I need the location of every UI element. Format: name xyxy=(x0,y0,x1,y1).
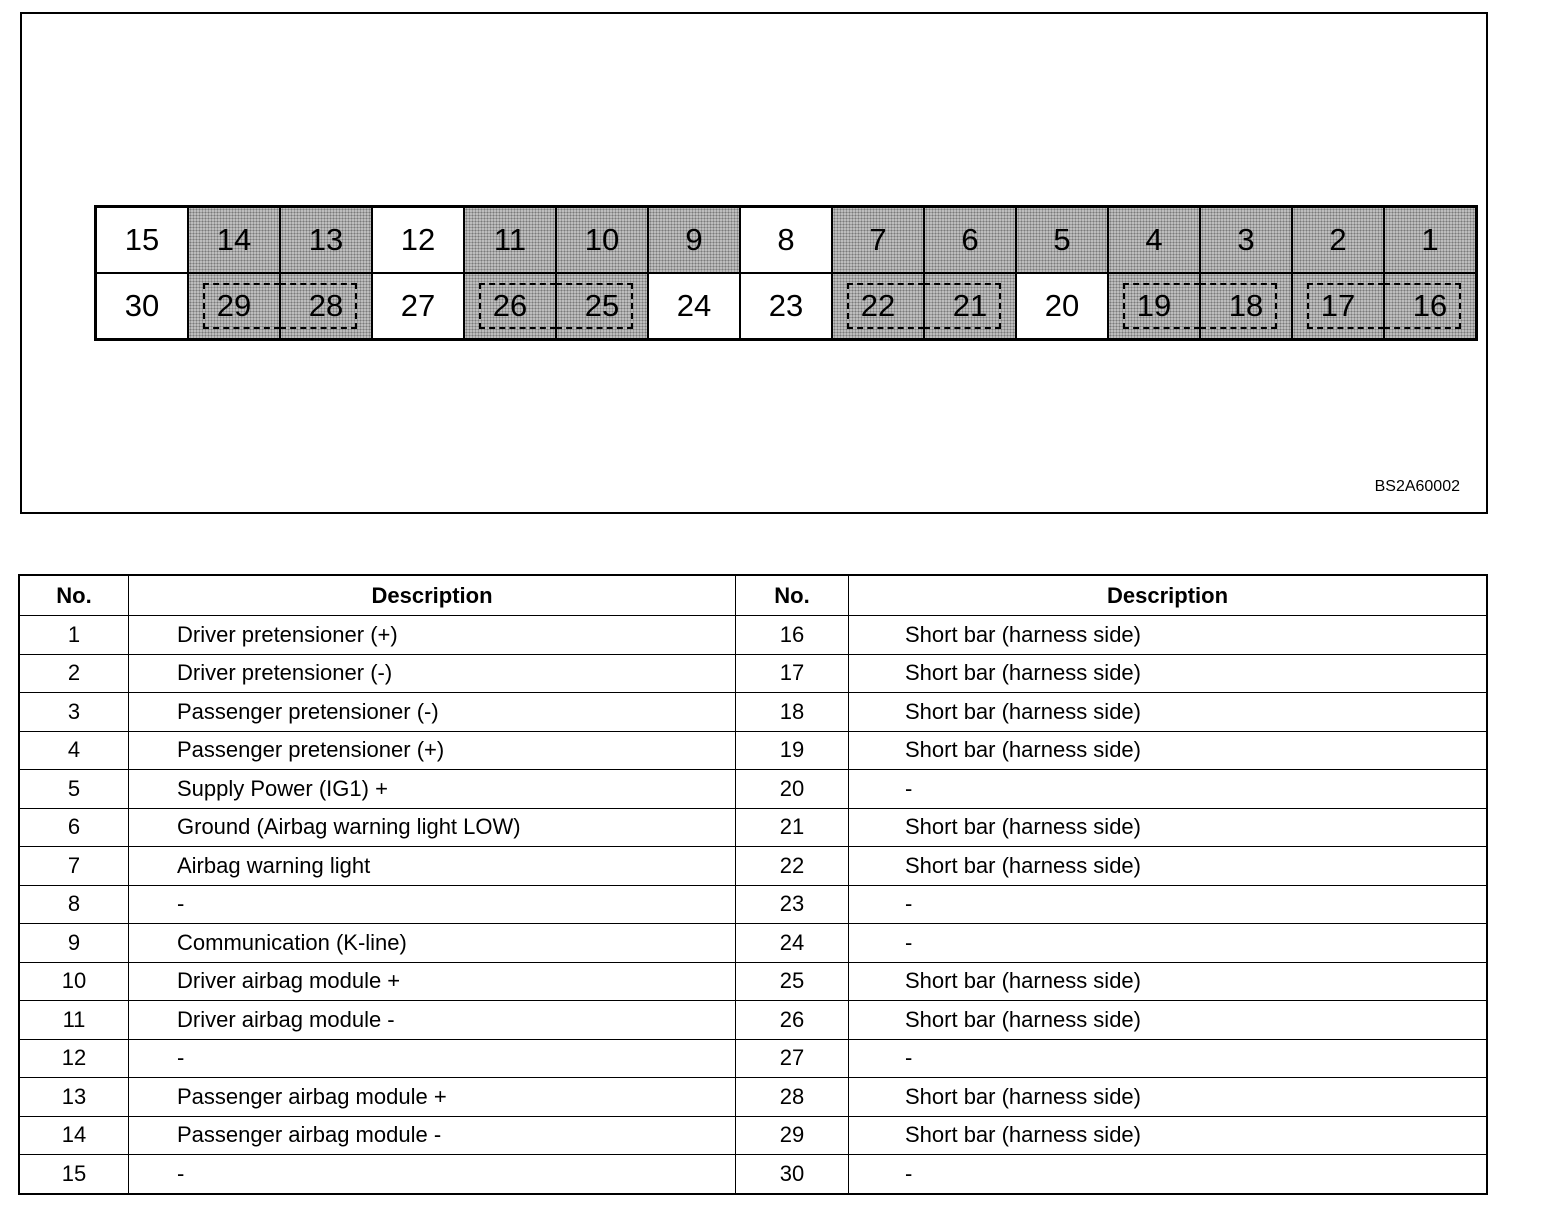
pin-description-right: Short bar (harness side) xyxy=(849,1078,1488,1117)
connector-face xyxy=(94,205,1478,341)
pin-number: 17 xyxy=(1320,288,1356,323)
connector-pin xyxy=(1108,273,1200,339)
table-row xyxy=(19,731,1487,770)
pin-description-left: Driver pretensioner (+) xyxy=(129,616,736,655)
connector-pin xyxy=(188,207,280,273)
header-no-right: No. xyxy=(736,575,849,616)
pin-number: 25 xyxy=(584,288,620,323)
pin-description-left: Driver airbag module + xyxy=(129,962,736,1001)
table-row xyxy=(19,847,1487,886)
connector-pin xyxy=(1108,207,1200,273)
pin-description-left: Supply Power (IG1) + xyxy=(129,770,736,809)
pin-number: 27 xyxy=(400,288,436,323)
header-description-right: Description xyxy=(849,575,1488,616)
pin-number: 12 xyxy=(400,222,436,257)
connector-pin xyxy=(832,273,924,339)
pin-no-left: 1 xyxy=(19,616,129,655)
pin-number: 18 xyxy=(1228,288,1264,323)
pin-no-left: 15 xyxy=(19,1155,129,1194)
header-description-left: Description xyxy=(129,575,736,616)
pin-number: 5 xyxy=(1053,222,1071,257)
pin-no-left: 12 xyxy=(19,1039,129,1078)
connector-pin xyxy=(1292,207,1384,273)
connector-pin xyxy=(924,207,1016,273)
table-row xyxy=(19,1078,1487,1117)
connector-pin xyxy=(1292,273,1384,339)
pin-no-right: 30 xyxy=(736,1155,849,1194)
pin-description-left: Passenger pretensioner (+) xyxy=(129,731,736,770)
pin-no-right: 27 xyxy=(736,1039,849,1078)
table-row xyxy=(19,1039,1487,1078)
pin-description-right: Short bar (harness side) xyxy=(849,693,1488,732)
connector-pin xyxy=(1384,273,1476,339)
pin-number: 22 xyxy=(860,288,896,323)
connector-pin xyxy=(372,207,464,273)
pin-number: 16 xyxy=(1412,288,1448,323)
table-row xyxy=(19,808,1487,847)
pin-number: 2 xyxy=(1329,222,1347,257)
pin-number: 28 xyxy=(308,288,344,323)
pin-no-right: 28 xyxy=(736,1078,849,1117)
pin-description-left: - xyxy=(129,1039,736,1078)
pin-number: 15 xyxy=(124,222,160,257)
pin-no-left: 13 xyxy=(19,1078,129,1117)
pin-description-left: Driver pretensioner (-) xyxy=(129,654,736,693)
pin-no-right: 17 xyxy=(736,654,849,693)
pin-description-right: Short bar (harness side) xyxy=(849,731,1488,770)
pin-description-left: Driver airbag module - xyxy=(129,1001,736,1040)
connector-pin xyxy=(740,207,832,273)
pin-number: 6 xyxy=(961,222,979,257)
table-row xyxy=(19,1001,1487,1040)
pin-no-right: 19 xyxy=(736,731,849,770)
connector-pin xyxy=(556,273,648,339)
connector-pin xyxy=(188,273,280,339)
pin-description-left: Airbag warning light xyxy=(129,847,736,886)
table-row xyxy=(19,770,1487,809)
pin-no-right: 25 xyxy=(736,962,849,1001)
pin-no-left: 14 xyxy=(19,1116,129,1155)
pin-description-left: Passenger pretensioner (-) xyxy=(129,693,736,732)
header-no-left: No. xyxy=(19,575,129,616)
connector-pin xyxy=(464,207,556,273)
pin-no-left: 7 xyxy=(19,847,129,886)
connector-pin xyxy=(1016,273,1108,339)
pin-description-right: - xyxy=(849,1155,1488,1194)
pin-description-right: Short bar (harness side) xyxy=(849,616,1488,655)
table-row xyxy=(19,693,1487,732)
pin-no-right: 29 xyxy=(736,1116,849,1155)
table-row xyxy=(19,924,1487,963)
pin-no-right: 23 xyxy=(736,885,849,924)
pin-number: 9 xyxy=(685,222,703,257)
pin-number: 24 xyxy=(676,288,712,323)
pin-number: 29 xyxy=(216,288,252,323)
table-row xyxy=(19,962,1487,1001)
pin-no-right: 21 xyxy=(736,808,849,847)
connector-pin xyxy=(96,273,188,339)
pin-no-right: 22 xyxy=(736,847,849,886)
connector-pin xyxy=(648,273,740,339)
pin-no-left: 4 xyxy=(19,731,129,770)
pin-number: 30 xyxy=(124,288,160,323)
pin-number: 20 xyxy=(1044,288,1080,323)
table-row xyxy=(19,654,1487,693)
pin-number: 19 xyxy=(1136,288,1172,323)
pin-description-left: - xyxy=(129,1155,736,1194)
pin-number: 4 xyxy=(1145,222,1163,257)
pin-description-right: Short bar (harness side) xyxy=(849,847,1488,886)
pin-description-right: - xyxy=(849,924,1488,963)
connector-pin xyxy=(832,207,924,273)
connector-pin xyxy=(280,273,372,339)
pin-description-right: Short bar (harness side) xyxy=(849,1001,1488,1040)
pin-no-right: 20 xyxy=(736,770,849,809)
pin-description-right: Short bar (harness side) xyxy=(849,654,1488,693)
pin-no-right: 26 xyxy=(736,1001,849,1040)
pin-description-left: - xyxy=(129,885,736,924)
pin-number: 10 xyxy=(584,222,620,257)
pin-description-right: Short bar (harness side) xyxy=(849,808,1488,847)
connector-pin xyxy=(1384,207,1476,273)
pin-no-left: 9 xyxy=(19,924,129,963)
pin-no-left: 8 xyxy=(19,885,129,924)
pin-number: 13 xyxy=(308,222,344,257)
connector-pin xyxy=(556,207,648,273)
connector-pin xyxy=(96,207,188,273)
pin-no-right: 18 xyxy=(736,693,849,732)
pin-no-left: 6 xyxy=(19,808,129,847)
pin-number: 8 xyxy=(777,222,795,257)
pin-number: 11 xyxy=(493,222,527,257)
pin-description-left: Passenger airbag module + xyxy=(129,1078,736,1117)
pin-description-left: Communication (K-line) xyxy=(129,924,736,963)
pin-description-right: Short bar (harness side) xyxy=(849,1116,1488,1155)
pin-number: 23 xyxy=(768,288,804,323)
connector-pin xyxy=(1016,207,1108,273)
pin-no-left: 5 xyxy=(19,770,129,809)
pin-description-right: - xyxy=(849,1039,1488,1078)
pin-description-right: - xyxy=(849,885,1488,924)
pin-number: 3 xyxy=(1237,222,1255,257)
connector-pin xyxy=(740,273,832,339)
connector-pin xyxy=(280,207,372,273)
pin-number: 21 xyxy=(952,288,988,323)
connector-pin xyxy=(1200,207,1292,273)
pin-description-table xyxy=(18,574,1488,1195)
connector-pin xyxy=(464,273,556,339)
connector-pin xyxy=(648,207,740,273)
table-row xyxy=(19,616,1487,655)
table-row xyxy=(19,1116,1487,1155)
pin-number: 1 xyxy=(1421,222,1439,257)
connector-diagram xyxy=(20,12,1488,514)
table-header-row xyxy=(19,575,1487,616)
pin-description-right: - xyxy=(849,770,1488,809)
connector-pin xyxy=(924,273,1016,339)
pin-no-left: 10 xyxy=(19,962,129,1001)
pin-description-left: Passenger airbag module - xyxy=(129,1116,736,1155)
pin-number: 26 xyxy=(492,288,528,323)
table-row xyxy=(19,1155,1487,1194)
table-row xyxy=(19,885,1487,924)
pin-description-right: Short bar (harness side) xyxy=(849,962,1488,1001)
pin-number: 14 xyxy=(216,222,252,257)
pin-description-left: Ground (Airbag warning light LOW) xyxy=(129,808,736,847)
pin-no-left: 2 xyxy=(19,654,129,693)
connector-pin xyxy=(1200,273,1292,339)
pin-no-right: 24 xyxy=(736,924,849,963)
pin-number: 7 xyxy=(869,222,887,257)
connector-pin xyxy=(372,273,464,339)
pin-no-right: 16 xyxy=(736,616,849,655)
figure-code: BS2A60002 xyxy=(1374,478,1460,495)
pin-no-left: 3 xyxy=(19,693,129,732)
pin-no-left: 11 xyxy=(19,1001,129,1040)
